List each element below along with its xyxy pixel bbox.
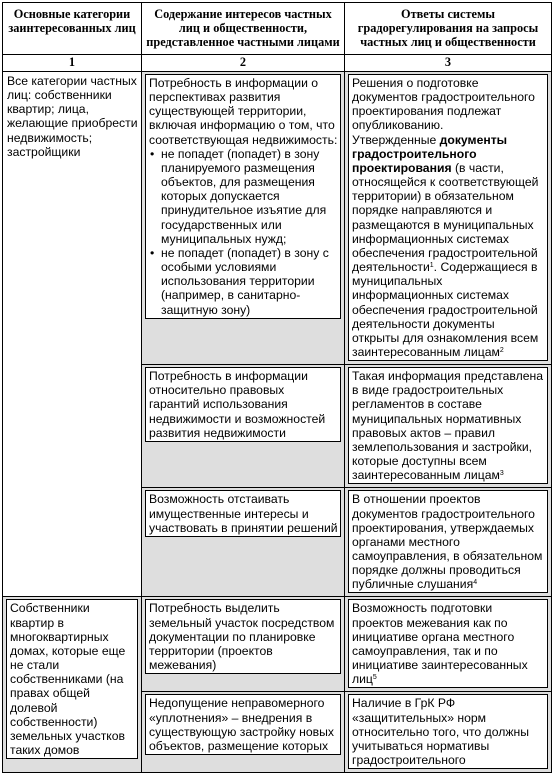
response-box xyxy=(348,367,548,484)
response-box xyxy=(348,694,548,769)
column-number: 1 xyxy=(3,55,142,72)
response-text: . Содержащиеся в муниципальных информационных системах обеспечения градостроительной деятельности документы открыты для ознакомления всем заинтересованным лицам xyxy=(352,260,539,359)
response-box xyxy=(348,74,548,361)
response-cell xyxy=(345,692,552,773)
interest-text: Потребность в информации о перспективах развития существующей территории, включая информацию о том, что соответствующая недвижимость: xyxy=(149,76,338,147)
bullet-mark: • xyxy=(150,245,155,260)
response-bold-term: документы градостроительного проектирования xyxy=(352,132,508,175)
footnote-ref: 2 xyxy=(499,346,504,354)
list-item xyxy=(149,246,338,317)
response-cell xyxy=(345,365,552,488)
interest-text: Возможность отстаивать имущественные интересы и участвовать в принятии решений xyxy=(149,492,338,535)
header-row xyxy=(3,3,552,55)
interest-box xyxy=(145,74,341,319)
header-interests: Содержание интересов частных лиц и общественности, представленное частными лицами xyxy=(142,3,345,55)
category-all-persons: Все категории частных лиц: собственники квартир; лица, желающие приобрести недвижимость; застройщики xyxy=(3,72,142,597)
table-row xyxy=(3,72,552,365)
response-cell xyxy=(345,488,552,597)
category-apartment-owners: Собственники квартир в многоквартирных домах, которые еще не стали собственниками (на правах общей долевой собственности) земельных участков таких домов xyxy=(10,601,126,758)
interest-cell xyxy=(142,692,345,773)
response-box xyxy=(348,490,548,593)
response-cell xyxy=(345,72,552,365)
response-text: Утвержденные xyxy=(352,132,437,147)
header-category: Основные категории заинтересованных лиц xyxy=(3,3,142,55)
interest-cell xyxy=(142,488,345,597)
column-number-row xyxy=(3,55,552,72)
stakeholder-table xyxy=(2,2,552,773)
column-number: 3 xyxy=(345,55,552,72)
response-text: В отношении проектов документов градостроительного проектирования, утверждаемых органами местного самоуправления, в обязательном порядке должны проводиться публичные слушания xyxy=(352,492,543,592)
interest-cell xyxy=(142,597,345,692)
footnote-ref: 5 xyxy=(372,674,377,682)
response-cell xyxy=(345,597,552,692)
bullet-text: не попадет (попадет) в зону планируемого размещения объектов, для размещения которых допускается принудительное изъятие для государственных или муниципальных нужд; xyxy=(161,146,327,246)
category-cell xyxy=(3,597,142,773)
bullet-text: не попадет (попадет) в зону с особыми условиями использования территории (например, в санитарно-защитную зону) xyxy=(161,245,329,317)
interest-text: Потребность в информации относительно правовых гарантий использования недвижимости и возможностей развития недвижимости xyxy=(149,369,326,440)
response-text: Возможность подготовки проектов межевания как по инициативе органа местного самоуправления, так и по инициативе заинтересованных лиц xyxy=(352,601,528,687)
header-responses: Ответы системы градорегулирования на запросы частных лиц и общественности xyxy=(345,3,552,55)
interest-box xyxy=(145,694,341,755)
footnote-ref: 3 xyxy=(499,470,504,478)
response-text: Решения о подготовке документов градостроительного проектирования подлежат опубликованию. xyxy=(352,76,535,133)
response-text: Наличие в ГрК РФ «защитительных» норм относительно того, что должны учитываться нормативы градостроительного xyxy=(352,696,529,768)
document-page xyxy=(2,2,551,768)
interest-box xyxy=(145,490,341,536)
interest-box xyxy=(145,599,341,674)
response-box xyxy=(348,599,548,688)
list-item xyxy=(149,147,338,246)
interest-text: Недопущение неправомерного «уплотнения» – внедрения в существующую застройку новых объектов, размещение которых xyxy=(149,696,334,753)
column-number: 2 xyxy=(142,55,345,72)
table-row xyxy=(3,597,552,692)
category-box xyxy=(6,599,138,759)
bullet-mark: • xyxy=(150,146,155,161)
interest-cell xyxy=(142,365,345,488)
response-text: (в части, относящейся к соответствующей территории) в обязательном порядке направляются и размещаются в муниципальных информационных системах обеспечения градостроительной деятельности xyxy=(352,160,539,275)
response-text: Такая информация представлена в виде градостроительных регламентов в составе муниципальных нормативных правовых актов – правил землепользования и застройки, которые доступны всем заинтересованным лицам xyxy=(352,369,543,483)
interest-box xyxy=(145,367,341,442)
interest-text: Потребность выделить земельный участок посредством документации по планировке территории (проектов межевания) xyxy=(149,601,335,673)
footnote-ref: 4 xyxy=(473,579,478,587)
footnote-ref: 1 xyxy=(429,262,434,270)
interest-cell xyxy=(142,72,345,365)
